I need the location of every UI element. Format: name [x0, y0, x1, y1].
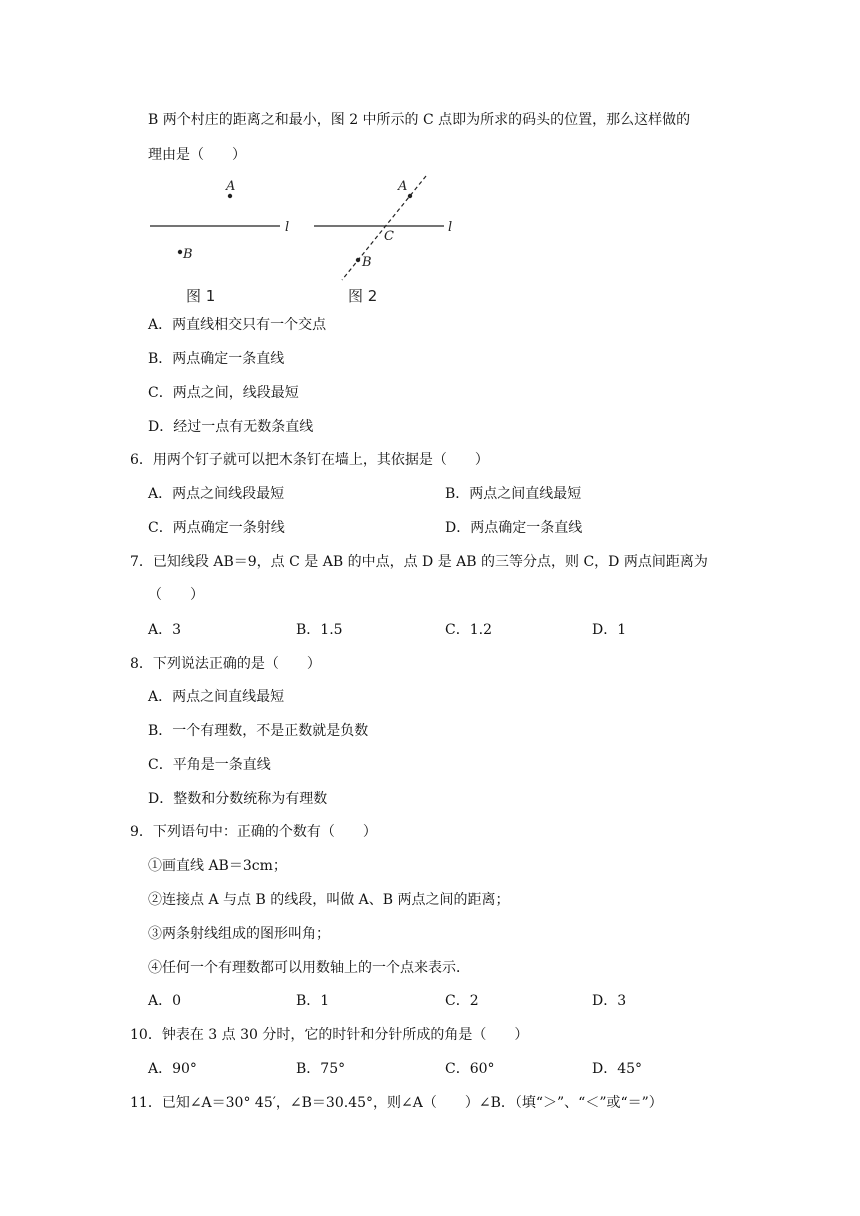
q9-option-d: D．3	[592, 993, 627, 1009]
fig2-label-c: C	[384, 229, 394, 244]
geometry-figure	[148, 168, 468, 308]
q10-option-a: A．90°	[148, 1061, 197, 1077]
q9-item-2: ②连接点 A 与点 B 的线段，叫做 A、B 两点之间的距离；	[148, 892, 510, 908]
q7-option-a: A．3	[148, 622, 182, 638]
fig1-point-b	[178, 250, 182, 254]
fig2-point-b	[356, 258, 360, 262]
q8-option-c: C．平角是一条直线	[148, 757, 271, 773]
q10-option-d: D．45°	[592, 1061, 643, 1077]
q6-option-c: C．两点确定一条射线	[148, 520, 285, 536]
fig2-label-l: l	[448, 220, 453, 235]
q10-option-c: C．60°	[445, 1061, 495, 1077]
fig2-caption: 图 2	[348, 287, 378, 305]
fig2-label-b: B	[362, 255, 372, 270]
q5-option-a: A．两直线相交只有一个交点	[148, 317, 327, 333]
q5-option-c: C．两点之间，线段最短	[148, 385, 299, 401]
fig1-label-b: B	[183, 247, 193, 262]
q6-option-b: B．两点之间直线最短	[445, 486, 582, 502]
q8-option-a: A．两点之间直线最短	[148, 689, 285, 705]
q11-stem: 11．已知∠A＝30° 45′，∠B＝30.45°，则∠A（ ）∠B．（填“＞”、“＜”或“＝”）	[130, 1095, 663, 1111]
q7-stem-2: （ ）	[148, 587, 204, 603]
fig1-caption: 图 1	[186, 287, 216, 305]
q9-item-3: ③两条射线组成的图形叫角；	[148, 926, 330, 942]
q6-stem: 6．用两个钉子就可以把木条钉在墙上，其依据是（ ）	[130, 452, 489, 468]
q9-option-a: A．0	[148, 993, 182, 1009]
fig1-label-l: l	[285, 220, 290, 235]
q5-option-b: B．两点确定一条直线	[148, 351, 285, 367]
fig1-point-a	[228, 194, 232, 198]
q9-item-1: ①画直线 AB＝3cm；	[148, 858, 287, 874]
q7-stem: 7．已知线段 AB＝9，点 C 是 AB 的中点，点 D 是 AB 的三等分点，则 C，D 两点间距离为	[130, 554, 708, 570]
q8-option-d: D．整数和分数统称为有理数	[148, 791, 328, 807]
intro-line-1: B 两个村庄的距离之和最小，图 2 中所示的 C 点即为所求的码头的位置，那么这样做的	[148, 112, 691, 128]
q8-option-b: B．一个有理数，不是正数就是负数	[148, 723, 369, 739]
fig2-dashed-line	[342, 176, 426, 280]
q7-option-c: C．1.2	[445, 622, 492, 638]
fig2-point-a	[408, 194, 412, 198]
intro-line-2: 理由是（ ）	[148, 147, 246, 163]
fig2-label-a: A	[398, 179, 408, 194]
q9-item-4: ④任何一个有理数都可以用数轴上的一个点来表示．	[148, 960, 470, 976]
q9-option-b: B．1	[296, 993, 330, 1009]
q7-option-b: B．1.5	[296, 622, 343, 638]
q7-option-d: D．1	[592, 622, 627, 638]
q8-stem: 8．下列说法正确的是（ ）	[130, 656, 321, 672]
fig1-label-a: A	[226, 179, 236, 194]
q6-option-d: D．两点确定一条直线	[445, 520, 583, 536]
q10-option-b: B．75°	[296, 1061, 346, 1077]
q6-option-a: A．两点之间线段最短	[148, 486, 285, 502]
q9-option-c: C．2	[445, 993, 479, 1009]
q10-stem: 10．钟表在 3 点 30 分时，它的时针和分针所成的角是（ ）	[130, 1027, 529, 1043]
q5-option-d: D．经过一点有无数条直线	[148, 419, 314, 435]
q9-stem: 9．下列语句中：正确的个数有（ ）	[130, 824, 377, 840]
